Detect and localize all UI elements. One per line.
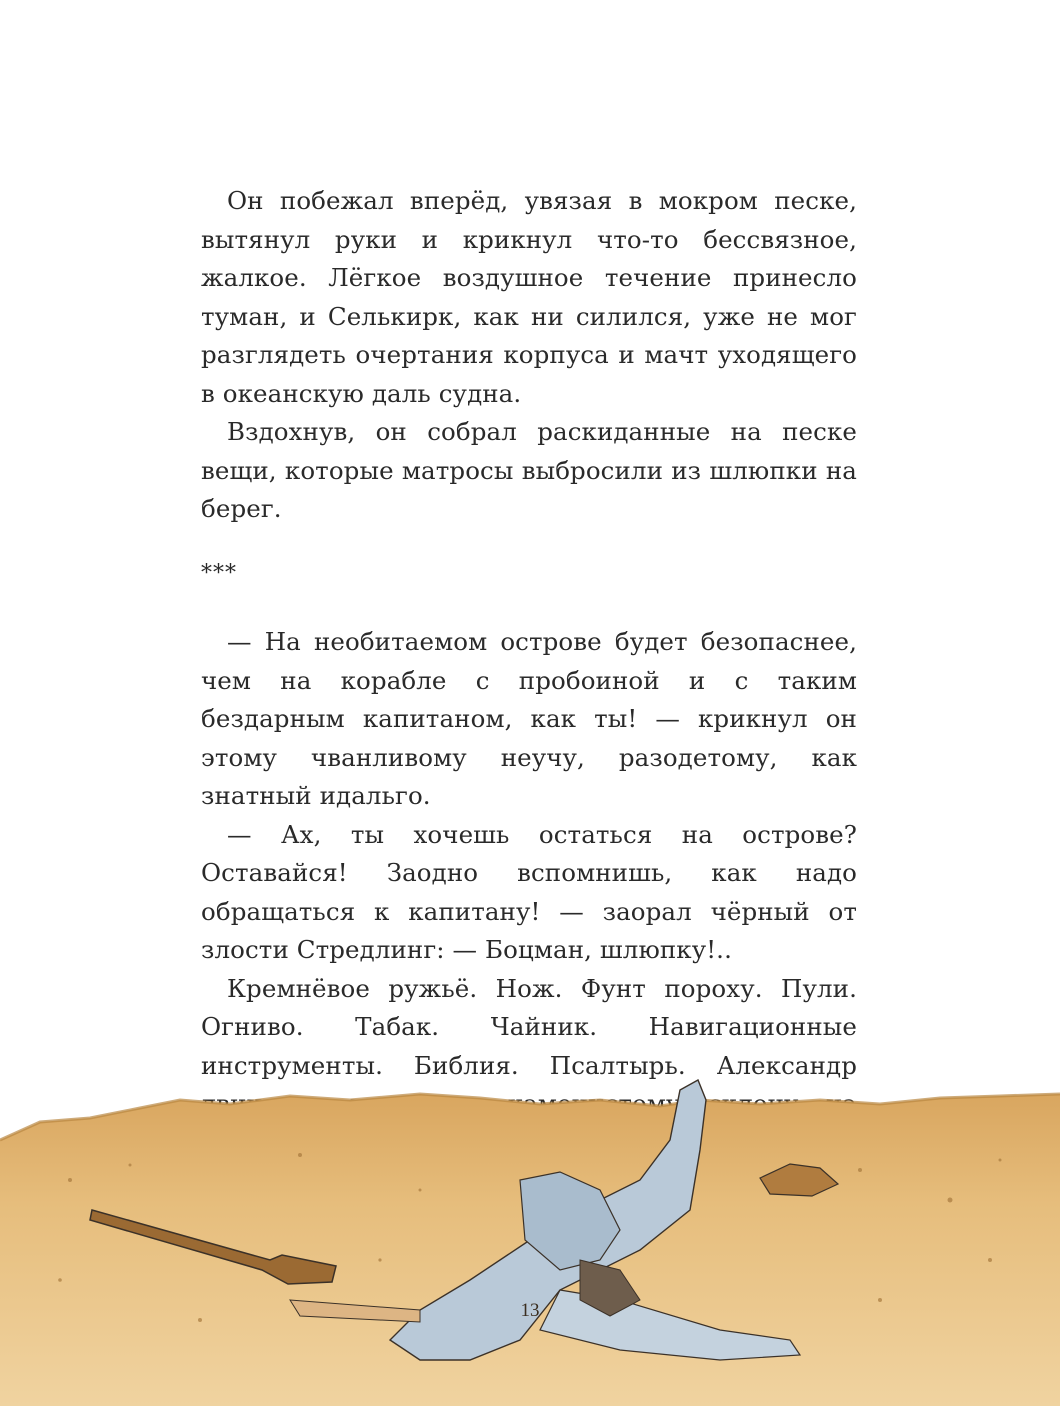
- paragraph-1: Он побежал вперёд, увязая в мокром песке, вытянул руки и крикнул что-то бессвязное, жалкое. Лёгкое воздушное течение принесло туман, и Селькирк, как ни силился, уже не мог разглядеть очертания корпуса и мачт уходящего в океанскую даль судна.: [201, 186, 857, 408]
- section-separator: ***: [201, 560, 237, 586]
- page-number: 13: [520, 1300, 540, 1321]
- body-text: [201, 182, 857, 1201]
- beach-illustration: [0, 1060, 1060, 1406]
- paragraph-5: Кремнёвое ружьё. Нож. Фунт пороху. Пули. Огниво. Табак. Чайник. Навигационные инструменты. Библия. Псалтырь. Александр склону: [201, 973, 857, 1118]
- paragraph-3: — На необитаемом острове будет безопаснее, чем на корабле с пробоиной и с таким бездарным капитаном, как ты! — крикнул он этому чванливому неучу, разодетому, как знатный идальго.: [201, 627, 857, 810]
- paragraph-2: Вздохнув, он собрал раскиданные на песке вещи, которые матросы выбросили из шлюпки на берег.: [201, 417, 857, 523]
- paragraph-4: — Ах, ты хочешь остаться на острове? Оставайся! Заодно вспомнишь, как надо обращаться к капитану! — заорал чёрный от злости Стредлинг: — Боцман, шлюпку!..: [201, 819, 857, 964]
